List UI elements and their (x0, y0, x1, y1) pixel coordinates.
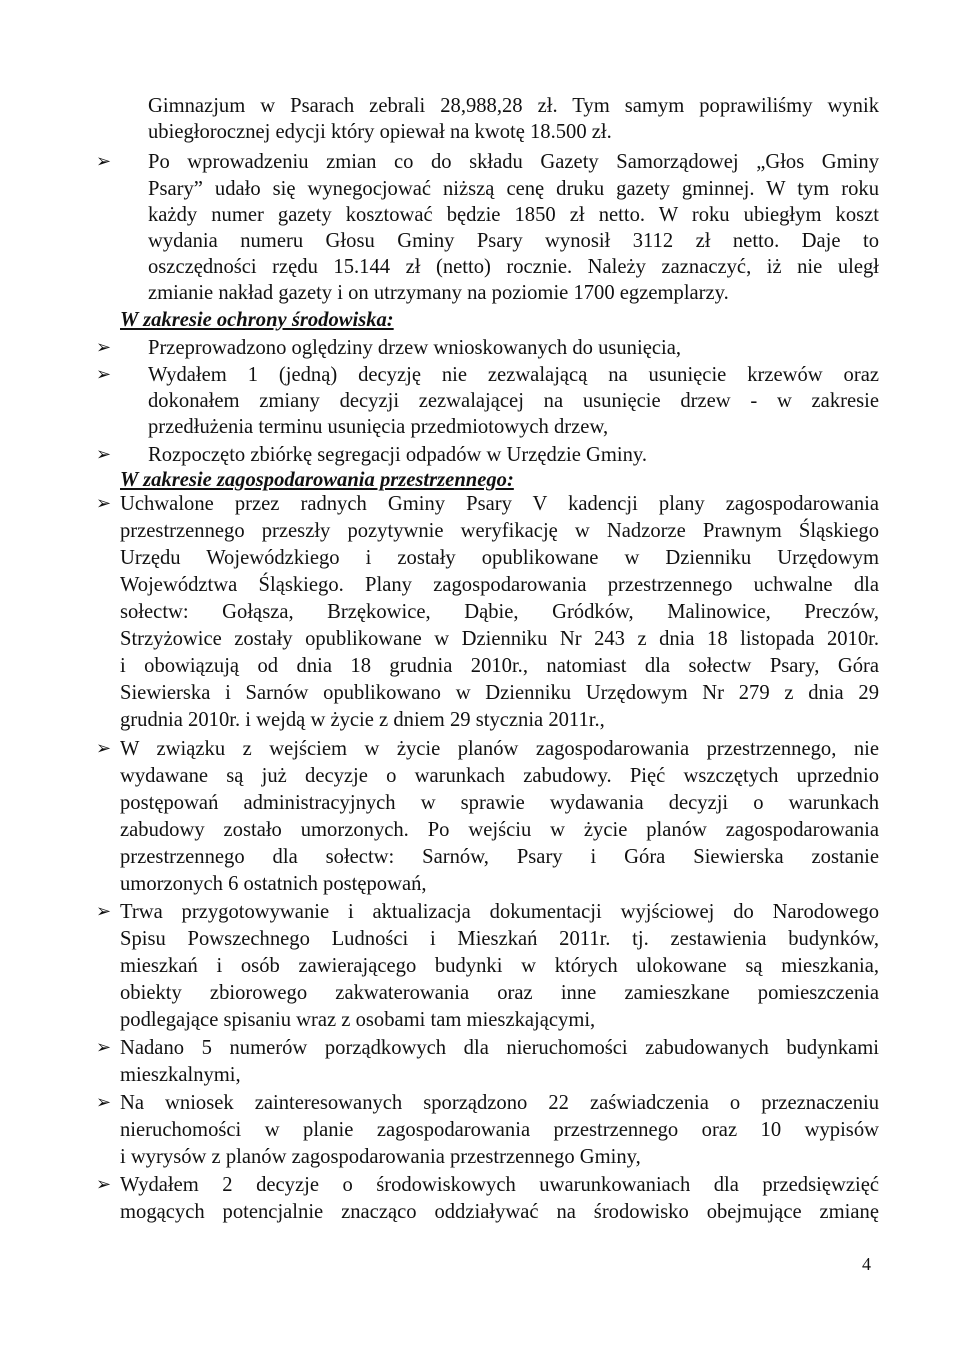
section-heading-environment: W zakresie ochrony środowiska: (120, 309, 394, 331)
text-line: przedłużenia terminu usunięcia przedmiotowych drzew, (148, 416, 609, 438)
text-line: Po wprowadzeniu zmian co do składu Gazety Samorządowej „Głos Gminy (148, 151, 879, 173)
text-line: ubiegłorocznej edycji który opiewał na kwotę 18.500 zł. (148, 121, 612, 143)
section-heading-spatial-planning: W zakresie zagospodarowania przestrzennego: (120, 469, 514, 491)
text-line: mieszkalnymi, (120, 1064, 241, 1086)
text-line: mieszkań i osób zawierającego budynki w których ulokowane są mieszkania, (120, 955, 879, 977)
arrow-bullet-icon: ➢ (96, 1092, 112, 1113)
text-line: Trwa przygotowywanie i aktualizacja dokumentacji wyjściowej do Narodowego (120, 901, 879, 923)
text-line: zabudowy zostało umorzonych. Po wejściu w życie planów zagospodarowania (120, 819, 879, 841)
text-line: Nadano 5 numerów porządkowych dla nieruchomości zabudowanych budynkami (120, 1037, 879, 1059)
text-line: Uchwalone przez radnych Gminy Psary V kadencji plany zagospodarowania (120, 493, 879, 515)
text-line: nieruchomości w planie zagospodarowania przestrzennego oraz 10 wypisów (120, 1119, 879, 1141)
arrow-bullet-icon: ➢ (96, 151, 112, 172)
text-line: wydawane są już decyzje o warunkach zabudowy. Pięć wszczętych uprzednio (120, 765, 879, 787)
text-line: podlegające spisaniu wraz z osobami tam mieszkającymi, (120, 1009, 596, 1031)
arrow-bullet-icon: ➢ (96, 337, 112, 358)
text-line: Przeprowadzono oględziny drzew wnioskowanych do usunięcia, (148, 337, 681, 359)
arrow-bullet-icon: ➢ (96, 444, 112, 465)
text-line: umorzonych 6 ostatnich postępowań, (120, 873, 427, 895)
text-line: Województwa Śląskiego. Plany zagospodarowania przestrzennego uchwalne dla (120, 574, 879, 596)
text-line: przestrzennego dla sołectw: Sarnów, Psary i Góra Siewierska zostanie (120, 846, 879, 868)
text-line: i wyrysów z planów zagospodarowania przestrzennego Gminy, (120, 1146, 641, 1168)
text-line: W związku z wejściem w życie planów zagospodarowania przestrzennego, nie (120, 738, 879, 760)
text-line: Siewierska i Sarnów opublikowano w Dzienniku Urzędowym Nr 279 z dnia 29 (120, 682, 879, 704)
text-line: Wydałem 1 (jedną) decyzję nie zezwalającą na usunięcie krzewów oraz (148, 364, 879, 386)
text-line: wydania numeru Głosu Gminy Psary wynosił 3112 zł netto. Daje to (148, 230, 879, 252)
text-line: Wydałem 2 decyzje o środowiskowych uwarunkowaniach dla przedsięwzięć (120, 1174, 879, 1196)
text-line: Gimnazjum w Psarach zebrali 28,988,28 zł. Tym samym poprawiliśmy wynik (148, 95, 879, 117)
text-line: Urzędu Wojewódzkiego i zostały opublikowane w Dzienniku Urzędowym (120, 547, 879, 569)
page-number: 4 (862, 1254, 871, 1274)
text-line: dokonałem zmiany decyzji zezwalającej na usunięcie drzew - w zakresie (148, 390, 879, 412)
text-line: każdy numer gazety kosztować będzie 1850 zł netto. W roku ubiegłym koszt (148, 204, 879, 226)
text-line: Na wniosek zainteresowanych sporządzono 22 zaświadczenia o przeznaczeniu (120, 1092, 879, 1114)
text-line: Spisu Powszechnego Ludności i Mieszkań 2011r. tj. zestawienia budynków, (120, 928, 879, 950)
arrow-bullet-icon: ➢ (96, 901, 112, 922)
text-line: Rozpoczęto zbiórkę segregacji odpadów w Urzędzie Gminy. (148, 444, 648, 466)
text-line: Psary” udało się wynegocjować niższą cenę druku gazety gminnej. W tym roku (148, 178, 879, 200)
text-line: obiekty zbiorowego zakwaterowania oraz inne zamieszkane pomieszczenia (120, 982, 879, 1004)
text-line: postępowań administracyjnych w sprawie wydawania decyzji o warunkach (120, 792, 879, 814)
text-line: zmianie nakład gazety i on utrzymany na poziomie 1700 egzemplarzy. (148, 282, 729, 304)
text-line: grudnia 2010r. i wejdą w życie z dniem 29 stycznia 2011r., (120, 709, 605, 731)
text-line: oszczędności rzędu 15.144 zł (netto) rocznie. Należy zaznaczyć, iż nie uległ (148, 256, 879, 278)
text-line: mogących potencjalnie znacząco oddziaływać na środowisko obejmujące zmianę (120, 1201, 879, 1223)
text-line: przestrzennego przeszły pozytywnie weryfikację w Nadzorze Prawnym Śląskiego (120, 520, 879, 542)
arrow-bullet-icon: ➢ (96, 1037, 112, 1058)
text-line: Strzyżowice zostały opublikowane w Dzienniku Nr 243 z dnia 18 listopada 2010r. (120, 628, 879, 650)
arrow-bullet-icon: ➢ (96, 493, 112, 514)
text-line: i obowiązują od dnia 18 grudnia 2010r., natomiast dla sołectw Psary, Góra (120, 655, 879, 677)
arrow-bullet-icon: ➢ (96, 1174, 112, 1195)
arrow-bullet-icon: ➢ (96, 738, 112, 759)
text-line: sołectw: Gołąsza, Brzękowice, Dąbie, Gródków, Malinowice, Preczów, (120, 601, 879, 623)
arrow-bullet-icon: ➢ (96, 364, 112, 385)
